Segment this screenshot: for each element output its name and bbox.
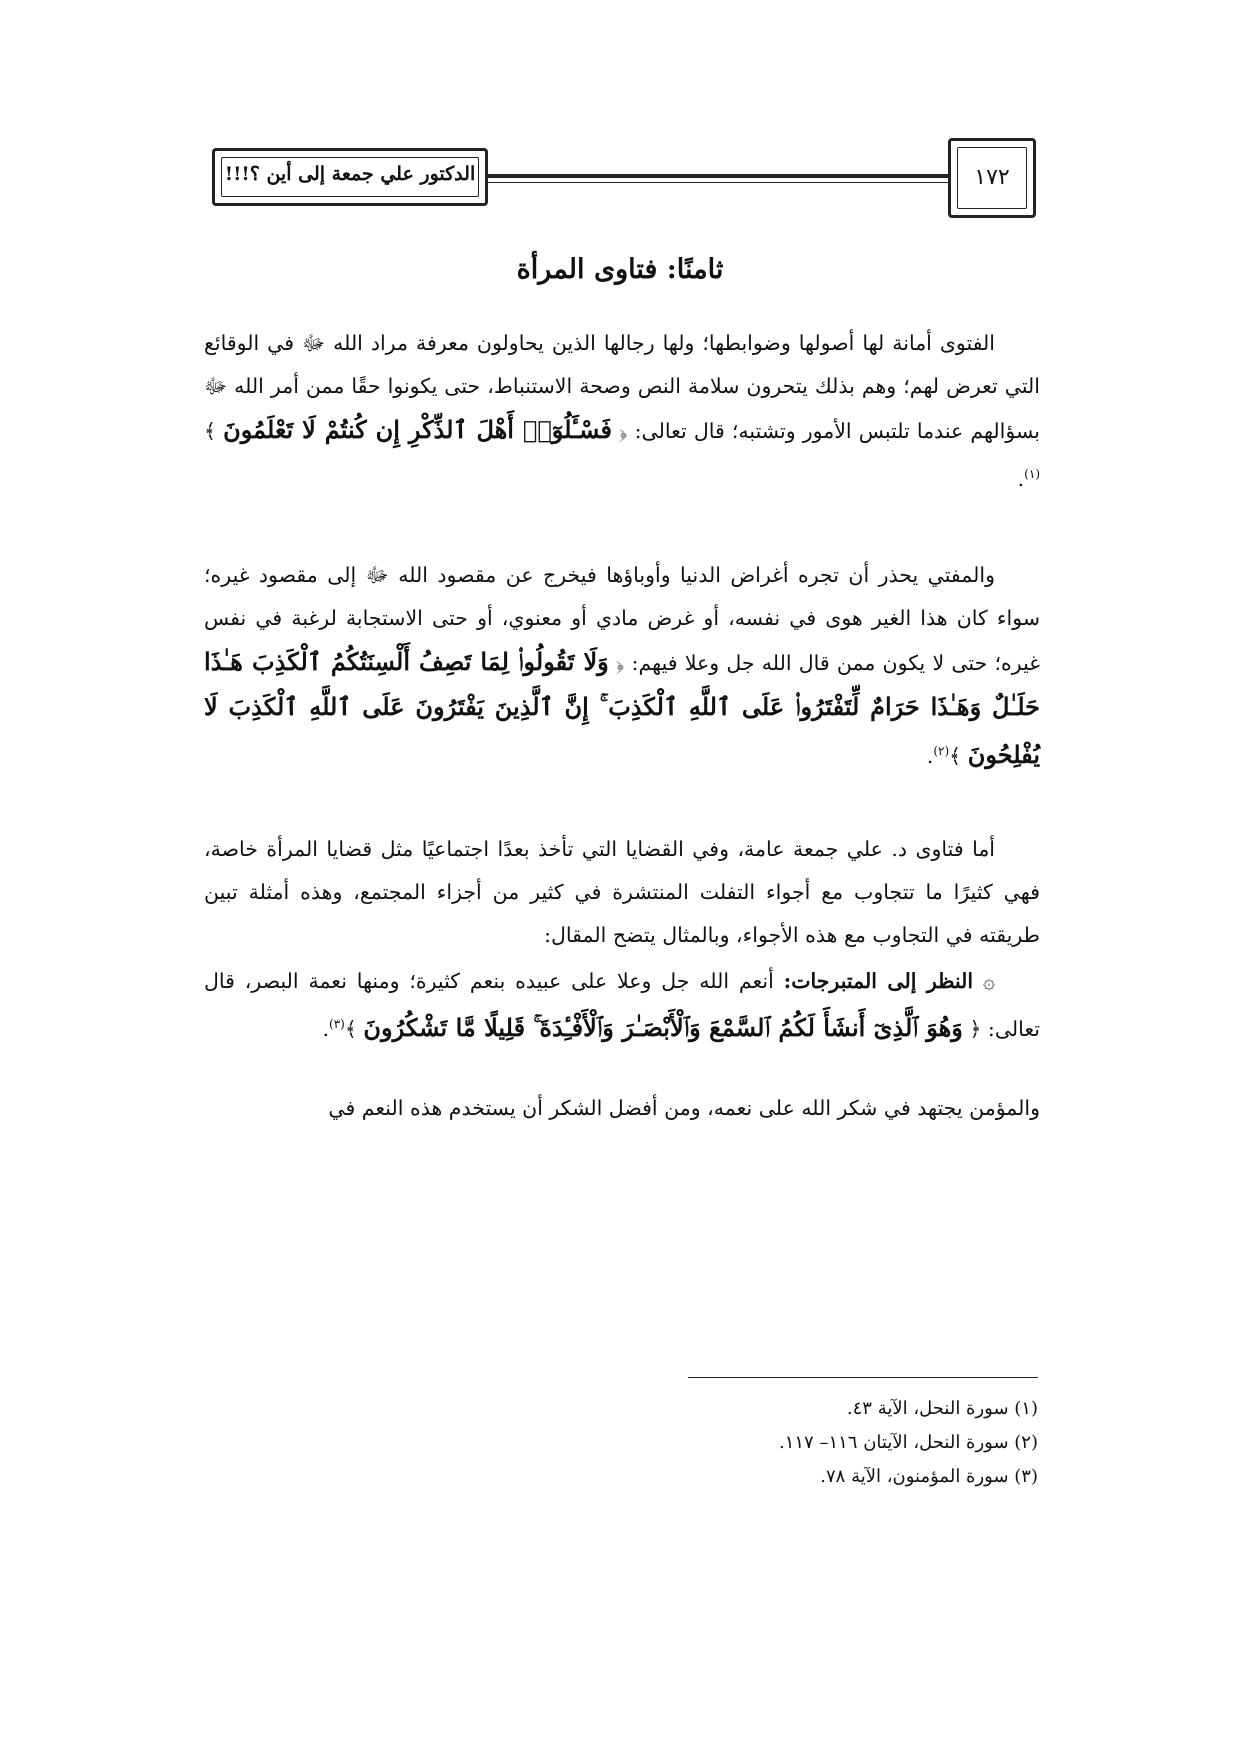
footnote-separator [688,1377,1038,1378]
paragraph-text: الفتوى أمانة لها أصولها وضوابطها؛ ولها رجالها الذين يحاولون معرفة مراد الله ﷻ في الوقائع التي تعرض لهم؛ وهم بذلك يتحرون سلامة النص وصحة الاستنباط، حتى يكونوا حقًا ممن أمر الله ﷻ بسؤالهم عندما تلتبس الأمور وتشتبه؛ قال تعالى: ﴿ [204,331,1040,443]
quran-bracket-close: ﴾ [204,419,217,443]
footnote-2: (٢) سورة النحل، الآيتان ١١٦– ١١٧. [778,1432,1038,1453]
paragraph-3 [204,828,1040,957]
sentence-end: . [926,743,934,768]
paragraph-text: أنعم الله جل وعلا على عبيده بنعم كثيرة؛ ومنها نعمة البصر، قال تعالى: ﴿ [204,969,1040,1041]
paragraph-text: أما فتاوى د. علي جمعة عامة، وفي القضايا التي تأخذ بعدًا اجتماعيًا مثل قضايا المرأة خاصة، فهي كثيرًا ما تتجاوب مع أجواء التفلت المنتشرة في كثير من أجزاء المجتمع، وهذه أمثلة تبين طريقته في التجاوب مع هذه الأجواء، وبالمثال يتضح المقال: [204,837,1040,947]
running-title: الدكتور علي جمعة إلى أين ؟!!! [224,163,476,185]
quran-verse: فَسْـَٔلُوٓا۟ أَهْلَ ٱلذِّكْرِ إِن كُنتُمْ لَا تَعْلَمُونَ [223,415,612,444]
paragraph-5 [204,1087,1040,1130]
section-heading: ثامنًا: فتاوى المرأة [516,254,724,285]
paragraph-text: والمفتي يحذر أن تجره أغراض الدنيا وأوباؤها فيخرج عن مقصود الله ﷻ إلى مقصود غيره؛ سواء كان هذا الغير هوى في نفسه، أو غرض مادي أو معنوي، أو حتى الاستجابة لرغبة في نفس غيره؛ حتى لا يكون ممن قال الله جل وعلا فيهم: ﴿ [204,563,1040,675]
footnote-ref: (٣) [329,1017,345,1031]
quran-verse: وَلَا تَقُولُوا۟ لِمَا تَصِفُ أَلْسِنَتُكُمُ ٱلْكَذِبَ هَـٰذَا حَلَـٰلٌ وَهَـٰذَا حَرَامٌ لِّتَفْتَرُوا۟ عَلَى ٱللَّهِ ٱلْكَذِبَ ۚ إِنَّ ٱلَّذِينَ يَفْتَرُونَ عَلَى ٱللَّهِ ٱلْكَذِبَ لَا يُفْلِحُونَ [204,647,1040,769]
paragraph-2 [204,554,1040,778]
ornament-bullet-icon: ۞ [982,969,995,993]
paragraph-4 [204,960,1040,1051]
footnote-ref: (٢) [933,744,950,758]
page-number-frame [948,138,1036,218]
page-number: ١٧٢ [974,165,1010,190]
header-rule [488,174,948,178]
footnote-3: (٣) سورة المؤمنون، الآية ٧٨. [820,1466,1038,1487]
sentence-end: . [1017,466,1025,491]
header-rule-thin [488,182,948,183]
quran-bracket-close: ﴾ [344,1016,357,1041]
sentence-end: . [322,1016,330,1041]
paragraph-1 [204,322,1040,501]
paragraph-text: والمؤمن يجتهد في شكر الله على نعمه، ومن أفضل الشكر أن يستخدم هذه النعم في [328,1096,1040,1120]
footnote-ref: (١) [1024,467,1040,481]
quran-verse: وَهُوَ ٱلَّذِىٓ أَنشَأَ لَكُمُ ٱلسَّمْعَ وَٱلْأَبْصَـٰرَ وَٱلْأَفْـِٔدَةَ ۚ قَلِيلًا مَّا تَشْكُرُونَ [363,1012,963,1042]
subsection-title: النظر إلى المتبرجات: [783,969,974,993]
quran-bracket-close: ﴾ [949,743,962,768]
footnote-1: (١) سورة النحل، الآية ٤٣. [846,1398,1038,1419]
running-title-frame [212,148,488,206]
